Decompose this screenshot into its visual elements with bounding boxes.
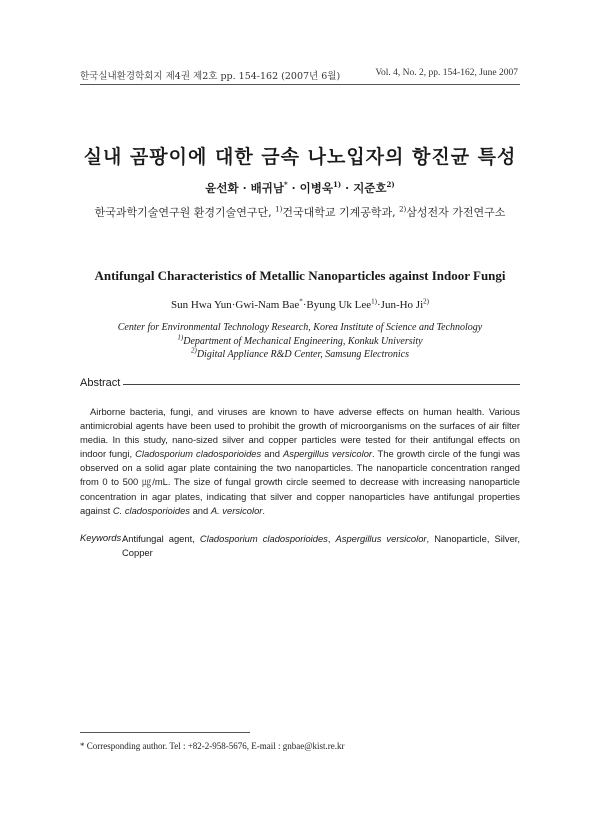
- species-name: Aspergillus versicolor: [283, 448, 373, 460]
- affiliation-mark: 2): [386, 180, 395, 190]
- footnote-divider: [80, 732, 250, 733]
- abstract-heading: Abstract: [80, 377, 121, 389]
- english-authors: [0, 299, 600, 311]
- affiliation-mark: 2): [399, 205, 407, 214]
- korean-authors: [0, 180, 600, 196]
- abstract-text: and: [261, 448, 283, 460]
- species-name: Cladosporium cladosporioides: [135, 448, 262, 460]
- author-name: Gwi-Nam Bae: [235, 299, 300, 311]
- keyword-text: Antifungal agent,: [122, 533, 200, 544]
- abstract-divider: [123, 384, 520, 385]
- affiliation-text: 건국대학교 기계공학과,: [282, 206, 400, 219]
- author-separator: ·: [287, 181, 300, 195]
- author-name: Jun-Ho Ji: [380, 299, 424, 311]
- author-name: 윤선화: [205, 181, 239, 195]
- author-name: 지준호: [353, 181, 387, 195]
- abstract-text: and: [189, 504, 211, 516]
- author-separator: ·: [231, 299, 236, 311]
- affiliation-text: 삼성전자 가전연구소: [406, 206, 506, 219]
- author-name: Sun Hwa Yun: [170, 299, 232, 311]
- english-title: Antifungal Characteristics of Metallic Nanoparticles against Indoor Fungi: [94, 268, 506, 283]
- affiliation-mark: 1): [177, 333, 184, 342]
- abstract-text: . The growth circle of the fungi was observed on a solid agar plate containing the two nanoparticles. The nanoparticle concentration ranged from 0 to 500 ㎍/mL. The size of fungal growth circle seemed to decrease with increasing nanoparticle concentration in agar plates, indicating that silver and copper nanoparticles have antifungal properties against: [80, 448, 520, 516]
- korean-affiliations: [0, 204, 600, 220]
- affiliation-mark: 2): [190, 346, 197, 355]
- keyword-species: Cladosporium cladosporioides: [199, 533, 328, 544]
- keyword-text: , Nanoparticle, Silver, Copper: [122, 533, 520, 558]
- keywords-label: Keywords :: [80, 532, 127, 543]
- affiliation-text: Department of Mechanical Engineering, Konkuk University: [183, 336, 423, 347]
- author-name: 배귀남: [250, 181, 284, 195]
- affiliation-mark: 1): [275, 205, 283, 214]
- affiliation-mark: 1): [332, 180, 342, 190]
- affiliation-text: 한국과학기술연구원 환경기술연구단,: [94, 206, 276, 219]
- author-separator: ·: [341, 181, 354, 195]
- keyword-species: Aspergillus versicolor: [335, 533, 427, 544]
- english-affiliation-line: Center for Environmental Technology Research, Korea Institute of Science and Technology: [117, 322, 483, 333]
- abstract-text: Airborne bacteria, fungi, and viruses are known to have adverse effects on human health. Various antimicrobial agents have been used to prohibit the growth of microorganisms on the surfaces of air filter media. In this study, nano-sized silver and copper particles were tested for their antifungal effects on indoor fungi,: [80, 406, 520, 460]
- abstract-body: [80, 405, 520, 518]
- author-name: Byung Uk Lee: [306, 299, 372, 311]
- affiliation-text: Digital Appliance R&D Center, Samsung Electronics: [196, 349, 410, 360]
- header-divider: [80, 84, 520, 85]
- abstract-text: .: [262, 504, 266, 516]
- english-affiliation-line: [0, 333, 600, 347]
- author-separator: ·: [302, 299, 307, 311]
- species-name: A. versicolor: [210, 504, 263, 516]
- corresponding-mark: *: [283, 180, 288, 190]
- keyword-text: ,: [327, 533, 336, 544]
- species-name: C. cladosporioides: [112, 504, 190, 516]
- affiliation-mark: 2): [423, 297, 429, 306]
- author-separator: ·: [377, 299, 381, 311]
- author-separator: ·: [238, 181, 251, 195]
- affiliation-mark: 1): [371, 297, 377, 306]
- corresponding-mark: *: [299, 297, 303, 306]
- running-header-korean: 한국실내환경학회지 제4권 제2호 pp. 154-162 (2007년 6월): [80, 71, 341, 82]
- author-name: 이병욱: [299, 181, 333, 195]
- korean-title: 실내 곰팡이에 대한 금속 나노입자의 항진균 특성: [83, 146, 517, 168]
- keywords-list: [122, 532, 520, 560]
- english-affiliation-line: [0, 346, 600, 360]
- running-header-english: Vol. 4, No. 2, pp. 154-162, June 2007: [375, 68, 518, 78]
- corresponding-author-footnote: * Corresponding author. Tel : +82-2-958-5676, E-mail : gnbae@kist.re.kr: [80, 741, 345, 751]
